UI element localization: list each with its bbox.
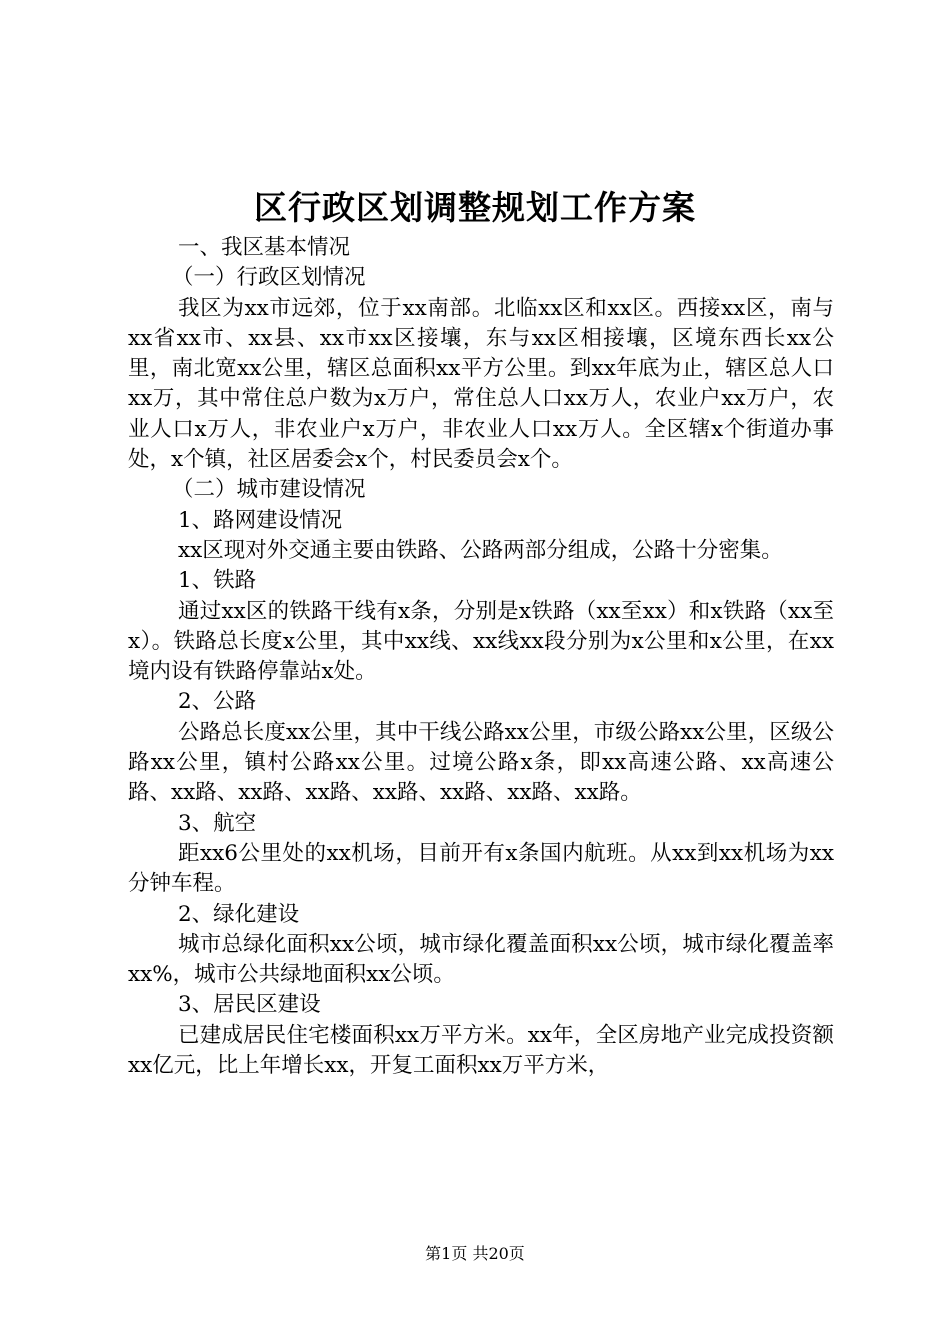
item-heading: 2、公路 [178,689,257,715]
item-heading: 1、路网建设情况 [178,507,343,533]
paragraph: 通过xx区的铁路干线有x条，分别是x铁路（xx至xx）和x铁路（xx至x）。铁路总长度x公里，其中xx线、xx线xx段分别为x公里和x公里，在xx境内设有铁路停靠站x处。 [128,598,834,685]
paragraph: 已建成居民住宅楼面积xx万平方米。xx年，全区房地产业完成投资额xx亿元，比上年增长xx，开复工面积xx万平方米， [128,1022,834,1079]
subsection-heading: （一）行政区划情况 [172,265,366,291]
paragraph: 城市总绿化面积xx公顷，城市绿化覆盖面积xx公顷，城市绿化覆盖率xx%，城市公共绿地面积xx公顷。 [128,931,834,988]
paragraph: 距xx6公里处的xx机场，目前开有x条国内航班。从xx到xx机场为xx分钟车程。 [128,840,834,897]
item-heading: 3、航空 [178,810,257,836]
document-title: 区行政区划调整规划工作方案 [254,188,696,227]
paragraph: 我区为xx市远郊，位于xx南部。北临xx区和xx区。西接xx区，南与xx省xx市、xx县、xx市xx区接壤，东与xx区相接壤，区境东西长xx公里，南北宽xx公里，辖区总面积xx平方公里。到xx年底为止，辖区总人口xx万，其中常住总户数为x万户，常住总人口xx万人，农业户xx万户，农业人口x万人，非农业户x万户，非农业人口xx万人。全区辖x个街道办事处，x个镇，社区居委会x个，村民委员会x个。 [128,295,834,473]
paragraph: xx区现对外交通主要由铁路、公路两部分组成，公路十分密集。 [178,537,783,563]
section-heading: 一、我区基本情况 [178,235,351,260]
page-number-footer: 第1页 共20页 [425,1244,525,1263]
subsection-heading: （二）城市建设情况 [172,477,366,503]
item-heading: 3、居民区建设 [178,992,321,1018]
document-body [128,233,834,1081]
item-heading: 1、铁路 [178,568,257,594]
item-heading: 2、绿化建设 [178,901,300,927]
paragraph: 公路总长度xx公里，其中干线公路xx公里，市级公路xx公里，区级公路xx公里，镇村公路xx公里。过境公路x条，即xx高速公路、xx高速公路、xx路、xx路、xx路、xx路、xx路、xx路、xx路。 [128,719,834,806]
